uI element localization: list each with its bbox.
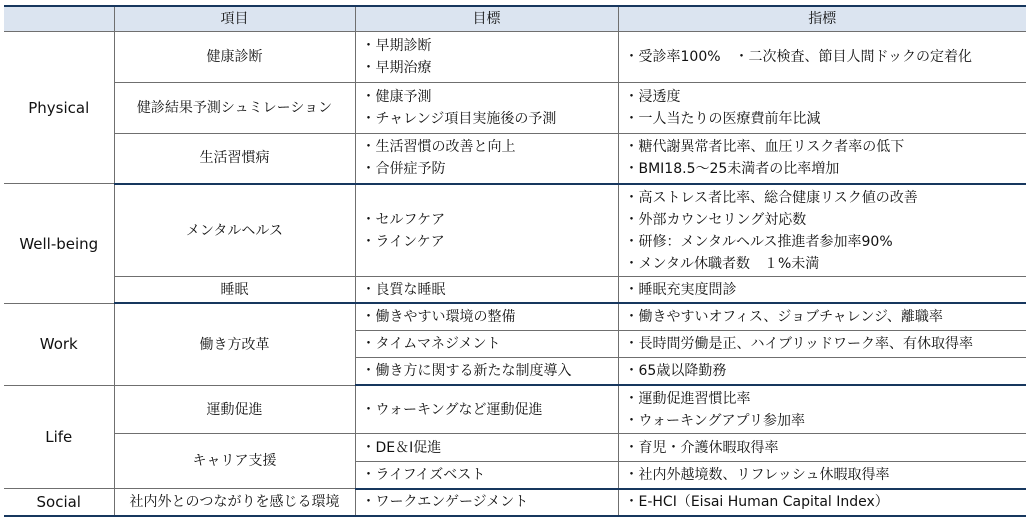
indicator-line: ・糖代謝異常者比率、血圧リスク者率の低下 — [624, 139, 905, 156]
indicator-line: ・浸透度 — [624, 88, 681, 105]
indicator-cell — [618, 489, 1026, 516]
objective-cell — [355, 358, 618, 385]
header-objective: 目標 — [355, 6, 618, 32]
indicator-cell — [618, 82, 1026, 133]
objective-cell — [355, 32, 618, 83]
table-row — [4, 434, 1026, 461]
item-cell: 健診結果予測シュミレーション — [114, 82, 355, 133]
table-row — [4, 489, 1026, 516]
table-header-row — [4, 6, 1026, 32]
category-life: Life — [4, 385, 114, 488]
indicator-cell — [618, 358, 1026, 385]
table-row — [4, 82, 1026, 133]
indicator-cell — [618, 303, 1026, 330]
indicator-line: ・外部カウンセリング対応数 — [624, 211, 807, 228]
indicator-line: ・社内外越境数、リフレッシュ休暇取得率 — [624, 466, 890, 483]
objective-line: ・DE＆I促進 — [361, 439, 442, 456]
objective-cell — [355, 331, 618, 358]
objective-line: ・ライフイズベスト — [361, 466, 486, 483]
objective-line: ・ウォーキングなど運動促進 — [361, 401, 543, 418]
indicator-cell — [618, 133, 1026, 184]
header-category — [4, 6, 114, 32]
table-row — [4, 385, 1026, 434]
item-cell: 生活習慣病 — [114, 133, 355, 184]
objective-cell — [355, 489, 618, 516]
table-row — [4, 133, 1026, 184]
objective-cell — [355, 461, 618, 488]
category-physical: Physical — [4, 32, 114, 184]
indicator-line: ・高ストレス者比率、総合健康リスク値の改善 — [624, 189, 918, 206]
item-cell: 運動促進 — [114, 385, 355, 434]
objective-line: ・働き方に関する新たな制度導入 — [361, 363, 572, 380]
item-cell: 睡眠 — [114, 277, 355, 303]
objective-cell — [355, 82, 618, 133]
indicator-line: ・ウォーキングアプリ参加率 — [624, 412, 805, 429]
objective-line: ・早期診断 — [361, 38, 432, 55]
table-row — [4, 277, 1026, 303]
indicator-line: ・運動促進習慣比率 — [624, 390, 751, 407]
objective-line: ・早期治療 — [361, 60, 432, 77]
objective-line: ・健康予測 — [361, 88, 432, 105]
indicator-line: ・受診率100% ・二次検査、節目人間ドックの定着化 — [624, 49, 972, 66]
indicator-cell — [618, 461, 1026, 488]
item-cell: 働き方改革 — [114, 303, 355, 385]
indicator-cell — [618, 277, 1026, 303]
indicator-line: ・一人当たりの医療費前年比減 — [624, 110, 821, 127]
item-cell: メンタルヘルス — [114, 184, 355, 277]
indicator-cell — [618, 32, 1026, 83]
objective-line: ・タイムマネジメント — [361, 336, 501, 353]
indicator-line: ・長時間労働是正、ハイブリッドワーク率、有休取得率 — [624, 336, 973, 353]
objective-cell — [355, 434, 618, 461]
objective-cell — [355, 303, 618, 330]
indicator-line: ・育児・介護休暇取得率 — [624, 439, 779, 456]
item-cell: 社内外とのつながりを感じる環境 — [114, 489, 355, 516]
category-work: Work — [4, 303, 114, 385]
table-row — [4, 303, 1026, 330]
indicator-line: ・睡眠充実度問診 — [624, 281, 737, 298]
objective-line: ・ワークエンゲージメント — [361, 494, 529, 511]
indicator-cell — [618, 184, 1026, 277]
indicator-line: ・働きやすいオフィス、ジョブチャレンジ、離職率 — [624, 309, 943, 326]
objective-line: ・チャレンジ項目実施後の予測 — [361, 110, 557, 127]
indicator-cell — [618, 331, 1026, 358]
item-cell: 健康診断 — [114, 32, 355, 83]
objective-line: ・働きやすい環境の整備 — [361, 309, 516, 326]
table-row — [4, 32, 1026, 83]
indicator-cell — [618, 434, 1026, 461]
header-item: 項目 — [114, 6, 355, 32]
indicator-line: ・メンタル休職者数 １%未満 — [624, 255, 820, 272]
objective-line: ・ラインケア — [361, 233, 445, 250]
objective-cell — [355, 385, 618, 434]
indicator-line: ・E-HCI（Eisai Human Capital Index） — [624, 494, 889, 511]
item-cell: キャリア支援 — [114, 434, 355, 489]
header-indicator: 指標 — [618, 6, 1026, 32]
objective-cell — [355, 184, 618, 277]
objective-line: ・合併症予防 — [361, 161, 446, 178]
indicator-line: ・BMI18.5～25未満者の比率増加 — [624, 161, 840, 178]
category-wellbeing: Well-being — [4, 184, 114, 304]
indicator-line: ・65歳以降勤務 — [624, 363, 727, 380]
indicator-line: ・研修：メンタルヘルス推進者参加率90% — [624, 233, 893, 250]
objective-line: ・生活習慣の改善と向上 — [361, 139, 516, 156]
objective-cell — [355, 133, 618, 184]
category-social: Social — [4, 489, 114, 516]
table-row — [4, 184, 1026, 277]
objective-line: ・セルフケア — [361, 211, 446, 228]
objective-cell — [355, 277, 618, 303]
indicator-cell — [618, 385, 1026, 434]
health-management-table — [4, 5, 1026, 517]
objective-line: ・良質な睡眠 — [361, 281, 446, 298]
